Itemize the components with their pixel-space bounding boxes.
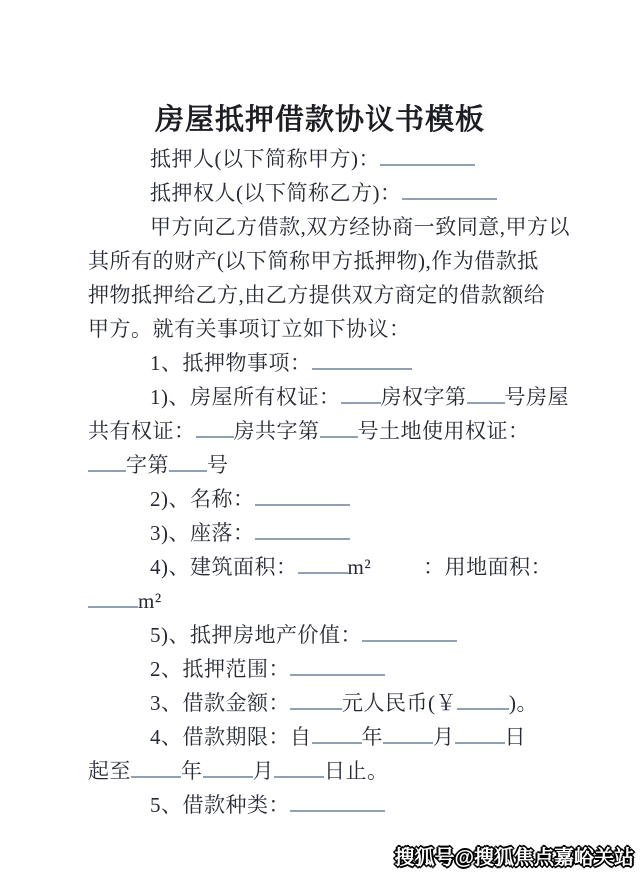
blank-field	[320, 433, 358, 438]
blank-field	[341, 399, 381, 404]
doc-text: 4、借款期限：自	[150, 725, 312, 749]
doc-line	[88, 244, 578, 278]
doc-text: 押物抵押给乙方,由乙方提供双方商定的借款额给	[88, 283, 546, 307]
doc-text: 甲方向乙方借款,双方经协商一致同意,甲方以	[150, 215, 570, 239]
blank-field	[131, 773, 181, 778]
doc-line	[88, 482, 578, 516]
doc-line	[88, 550, 578, 584]
doc-text: 月	[252, 759, 274, 783]
doc-line	[88, 176, 578, 210]
doc-line	[88, 618, 578, 652]
blank-field	[88, 467, 126, 472]
doc-line	[88, 754, 578, 788]
document-body	[88, 142, 578, 822]
doc-text: 1)、房屋所有权证：	[150, 385, 341, 409]
doc-line	[88, 346, 578, 380]
spacer	[371, 573, 423, 574]
blank-field	[290, 705, 342, 710]
doc-text: 4)、建筑面积：	[150, 555, 298, 579]
watermark: 搜狐号@搜狐焦点嘉峪关站	[394, 847, 634, 869]
blank-field	[455, 739, 505, 744]
doc-line	[88, 584, 578, 618]
doc-text: 2)、名称：	[150, 487, 255, 511]
doc-text: ：用地面积：	[423, 555, 553, 579]
doc-text: 抵押人(以下简称甲方)：	[150, 147, 380, 171]
blank-field	[457, 705, 509, 710]
doc-line	[88, 210, 578, 244]
doc-text: 3)、座落：	[150, 521, 255, 545]
doc-line	[88, 686, 578, 720]
doc-text: )。	[509, 691, 538, 715]
blank-field	[203, 773, 253, 778]
doc-text: 年	[181, 759, 203, 783]
doc-text: 起至	[88, 759, 131, 783]
blank-field	[362, 637, 457, 642]
blank-field	[312, 365, 412, 370]
doc-text: 5、借款种类：	[150, 793, 290, 817]
doc-text: 1、抵押物事项：	[150, 351, 312, 375]
doc-text: 共有权证：	[88, 419, 196, 443]
blank-field	[380, 161, 475, 166]
doc-text: 年	[361, 725, 383, 749]
blank-field	[88, 603, 138, 608]
doc-text: 抵押权人(以下简称乙方)：	[150, 181, 402, 205]
blank-field	[274, 773, 324, 778]
doc-text: 房共字第	[233, 419, 320, 443]
doc-line	[88, 720, 578, 754]
blank-field	[169, 467, 207, 472]
doc-text: 2、抵押范围：	[150, 657, 290, 681]
doc-text: 号房屋	[504, 385, 569, 409]
doc-text: 3、借款金额：	[150, 691, 290, 715]
blank-field	[383, 739, 433, 744]
doc-text: 号土地使用权证：	[357, 419, 530, 443]
doc-text: 5)、抵押房地产价值：	[150, 623, 362, 647]
doc-text: m²	[347, 555, 372, 579]
doc-line	[88, 142, 578, 176]
doc-text: 字第	[126, 453, 169, 477]
blank-field	[402, 195, 497, 200]
blank-field	[290, 807, 385, 812]
blank-field	[312, 739, 362, 744]
document-title: 房屋抵押借款协议书模板	[154, 104, 485, 137]
doc-line	[88, 448, 578, 482]
doc-text: 元人民币(￥	[342, 691, 457, 715]
doc-text: 其所有的财产(以下简称甲方抵押物),作为借款抵	[88, 249, 539, 273]
blank-field	[255, 535, 350, 540]
blank-field	[255, 501, 350, 506]
blank-field	[196, 433, 234, 438]
doc-text: 日	[504, 725, 526, 749]
doc-line	[88, 312, 578, 346]
blank-field	[298, 569, 348, 574]
doc-line	[88, 278, 578, 312]
doc-line	[88, 652, 578, 686]
doc-text: 房权字第	[380, 385, 467, 409]
doc-line	[88, 516, 578, 550]
doc-text: m²	[138, 589, 162, 613]
doc-text: 甲方。就有关事项订立如下协议：	[88, 317, 411, 341]
blank-field	[467, 399, 505, 404]
doc-line	[88, 380, 578, 414]
doc-text: 号	[207, 453, 229, 477]
doc-text: 日止。	[324, 759, 389, 783]
doc-text: 月	[433, 725, 455, 749]
doc-line	[88, 414, 578, 448]
doc-line	[88, 788, 578, 822]
blank-field	[290, 671, 385, 676]
